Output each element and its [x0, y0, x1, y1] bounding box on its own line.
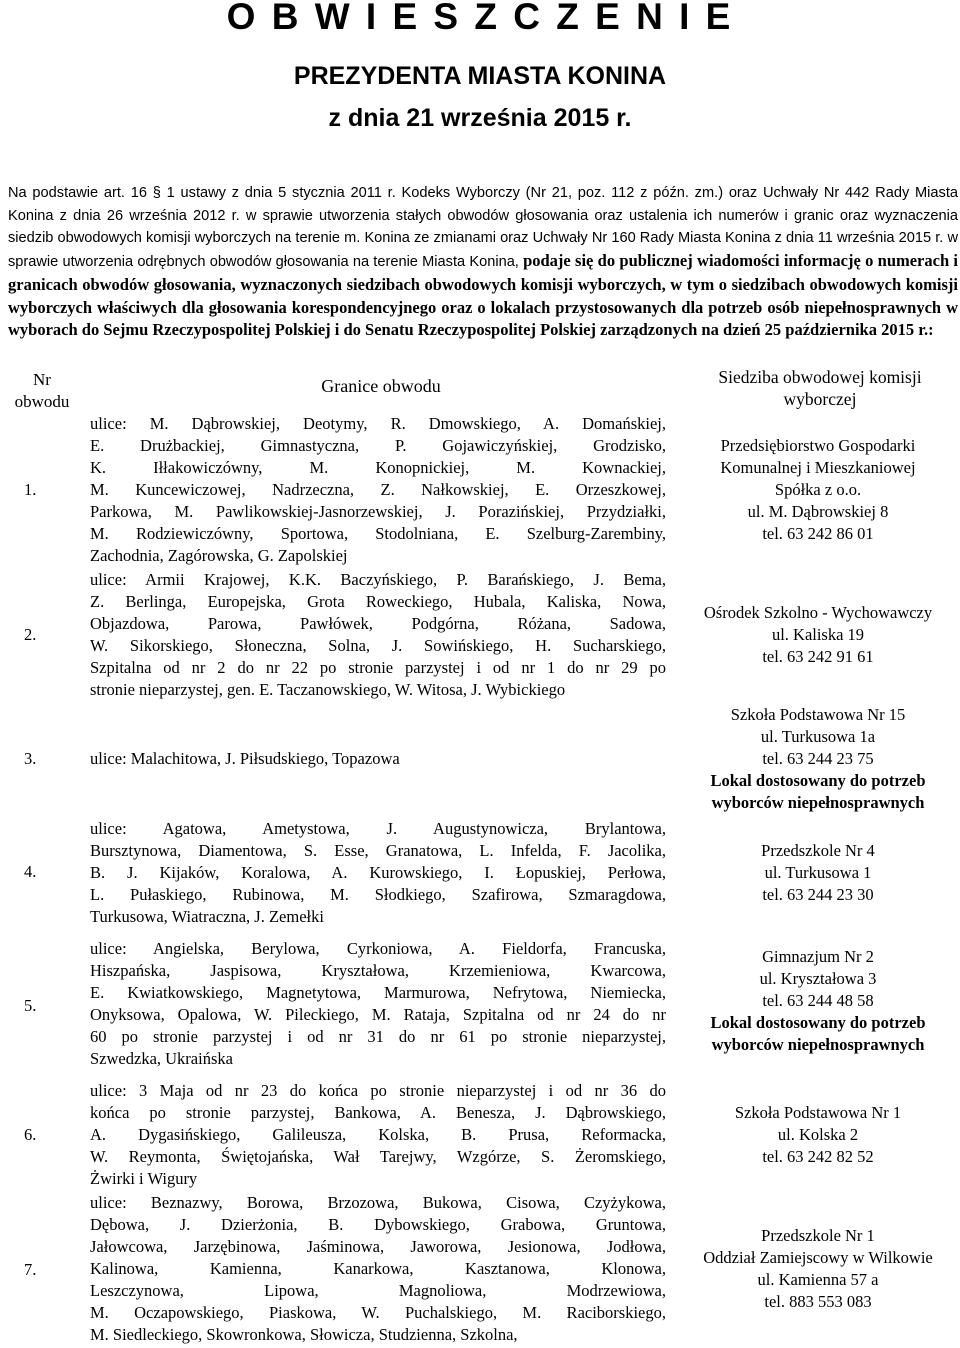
street-line: A. Dygasińskiego, Galileusza, Kolska, B. Prusa, Reformacka,	[90, 1125, 666, 1144]
polling-station-line: tel. 63 242 86 01	[762, 524, 874, 543]
document-title: O B W I E S Z C Z E N I E	[226, 0, 734, 37]
street-line: końca po stronie parzystej, Bankowa, A. Benesza, J. Dąbrowskiego,	[90, 1103, 666, 1122]
intro-plain-text: Na podstawie art. 16 § 1 ustawy z dnia 5 stycznia 2011 r. Kodeks Wyborczy (Nr 21, poz. 112 z późn. zm.) oraz Uchwały Nr 442 Rady Miasta Konina z dnia 26 września 2012 r. w sprawie utworzenia stałych obwodów głosowania oraz ustalenia ich numerów i granic oraz wyznaczenia siedzib obwodowych komisji wyborczych na terenie m. Konina ze zmianami oraz Uchwały Nr 160 Rady Miasta Konina z dnia 11 września 2015 r. w sprawie utworzenia odrębnych obwodów głosowania na terenie Miasta Konina,	[8, 185, 958, 271]
street-line: M. Oczapowskiego, Piaskowa, W. Puchalskiego, M. Raciborskiego,	[90, 1303, 666, 1322]
street-line: ulice: Angielska, Berylowa, Cyrkoniowa, A. Fieldorfa, Francuska,	[90, 939, 666, 958]
polling-station-line: tel. 63 242 82 52	[762, 1147, 874, 1166]
street-line: M. Siedleckiego, Skowronkowa, Słowicza, Studzienna, Szkolna,	[90, 1325, 518, 1344]
polling-station-line: ul. Kamienna 57 a	[757, 1270, 879, 1289]
polling-station-line: tel. 63 242 91 61	[762, 647, 874, 666]
street-line: Parkowa, M. Pawlikowskiej-Jasnorzewskiej, J. Porazińskiej, Przydziałki,	[90, 502, 666, 521]
street-line: ulice: Beznazwy, Borowa, Brzozowa, Bukowa, Cisowa, Czyżykowa,	[90, 1193, 666, 1212]
street-line: stronie nieparzystej, gen. E. Taczanowskiego, W. Witosa, J. Wybickiego	[90, 680, 566, 699]
polling-station-line: tel. 63 244 23 30	[762, 885, 874, 904]
street-line: Szwedzka, Ukraińska	[90, 1049, 233, 1068]
header-siedziba: Siedziba obwodowej komisji wyborczej	[718, 367, 922, 409]
street-line: E. Drużbackiej, Gimnastyczna, P. Gojawiczyńskiej, Grodzisko,	[90, 436, 666, 455]
polling-station-line: ul. Kolska 2	[777, 1125, 859, 1144]
street-line: ulice: 3 Maja od nr 23 do końca po stronie nieparzystej i od nr 36 do	[90, 1081, 666, 1100]
street-line: Bursztynowa, Diamentowa, S. Esse, Granatowa, L. Infelda, F. Jacolika,	[90, 841, 666, 860]
polling-station-line: Komunalnej i Mieszkaniowej	[720, 458, 916, 477]
polling-station-line: tel. 883 553 083	[764, 1292, 872, 1311]
street-line: L. Pułaskiego, Rubinowa, M. Słodkiego, Szafirowa, Szmaragdowa,	[90, 885, 666, 904]
district-streets	[90, 748, 666, 770]
district-number: 6.	[24, 1125, 37, 1144]
street-line: Leszczynowa, Lipowa, Magnoliowa, Modrzewiowa,	[90, 1281, 666, 1300]
header-granice: Granice obwodu	[321, 376, 441, 396]
polling-station-line: Spółka z o.o.	[774, 480, 862, 499]
header-nr: Nr obwodu	[14, 370, 70, 411]
street-line: Onyksowa, Opalowa, W. Pileckiego, M. Rataja, Szpitalna od nr 24 do nr	[90, 1005, 666, 1024]
street-line: ulice: Agatowa, Ametystowa, J. Augustynowicza, Brylantowa,	[90, 819, 666, 838]
street-line: Dębowa, J. Dzierżonia, B. Dybowskiego, Grabowa, Gruntowa,	[90, 1215, 666, 1234]
street-line: Hiszpańska, Jaspisowa, Kryształowa, Krzemieniowa, Kwarcowa,	[90, 961, 666, 980]
polling-station-line: Przedszkole Nr 1	[761, 1226, 875, 1245]
polling-station-line: ul. M. Dąbrowskiej 8	[747, 502, 889, 521]
district-streets	[90, 1192, 666, 1346]
street-line: Zachodnia, Zagórowska, G. Zapolskiej	[90, 546, 348, 565]
polling-station	[676, 1102, 960, 1168]
polling-station-line: tel. 63 244 48 58	[762, 991, 874, 1010]
street-line: M. Kuncewiczowej, Nadrzeczna, Z. Nałkowskiej, E. Orzeszkowej,	[90, 480, 666, 499]
district-number: 4.	[24, 862, 37, 881]
polling-station-line: Przedsiębiorstwo Gospodarki	[720, 436, 916, 455]
street-line: 60 po stronie parzystej i od nr 31 do nr 61 po stronie nieparzystej,	[90, 1027, 666, 1046]
street-line: E. Kwiatkowskiego, Magnetytowa, Marmurowa, Nefrytowa, Niemiecka,	[90, 983, 666, 1002]
street-line: Kalinowa, Kamienna, Kanarkowa, Kasztanowa, Klonowa,	[90, 1259, 666, 1278]
polling-station-line: ul. Turkusowa 1a	[760, 727, 876, 746]
document-subtitle: PREZYDENTA MIASTA KONINA	[293, 62, 667, 90]
street-line: Turkusowa, Wiatraczna, J. Zemełki	[90, 907, 324, 926]
district-number: 5.	[24, 996, 37, 1015]
street-line: Objazdowa, Parowa, Pawłówek, Podgórna, Różana, Sadowa,	[90, 614, 666, 633]
document-date: z dnia 21 września 2015 r.	[328, 104, 632, 132]
polling-station	[676, 840, 960, 906]
street-line: ulice: Armii Krajowej, K.K. Baczyńskiego, P. Barańskiego, J. Bema,	[90, 570, 666, 589]
polling-station	[676, 704, 960, 814]
polling-station-line: Szkoła Podstawowa Nr 15	[730, 705, 906, 724]
accessibility-note: wyborców niepełnosprawnych	[711, 793, 925, 812]
polling-station-line: Gimnazjum Nr 2	[762, 947, 874, 966]
street-line: M. Rodziewiczówny, Sportowa, Stodolniana, E. Szelburg-Zarembiny,	[90, 524, 666, 543]
polling-station-line: ul. Kaliska 19	[771, 625, 865, 644]
district-number: 7.	[24, 1260, 37, 1279]
district-streets	[90, 1080, 666, 1190]
street-line: Żwirki i Wigury	[90, 1169, 198, 1188]
street-line: W. Reymonta, Świętojańska, Wał Tarejwy, Wzgórze, S. Żeromskiego,	[90, 1147, 666, 1166]
polling-station-line: tel. 63 244 23 75	[762, 749, 874, 768]
district-number: 3.	[24, 749, 37, 768]
district-streets	[90, 818, 666, 928]
district-streets	[90, 569, 666, 701]
street-line: B. J. Kijaków, Koralowa, A. Kurowskiego, I. Łopuskiej, Perłowa,	[90, 863, 666, 882]
polling-station-line: Ośrodek Szkolno - Wychowawczy	[703, 603, 933, 622]
street-line: Szpitalna od nr 2 do nr 22 po stronie parzystej i od nr 1 do nr 29 po	[90, 658, 666, 677]
accessibility-note: Lokal dostosowany do potrzeb	[710, 1013, 926, 1032]
intro-bold-text: podaje się do publicznej wiadomości informację o numerach i granicach obwodów głosowania, wyznaczonych siedzibach obwodowych komisji wyborczych, w tym o siedzibach obwodowych komisji wyborczych właściwych dla głosowania korespondencyjnego oraz o lokalach przystosowanych dla potrzeb osób niepełnosprawnych w wyborach do Sejmu Rzeczypospolitej Polskiej i do Senatu Rzeczypospolitej Polskiej zarządzonych na dzień 25 października 2015 r.:	[8, 251, 959, 340]
street-line: W. Sikorskiego, Słoneczna, Solna, J. Sowińskiego, H. Sucharskiego,	[90, 636, 666, 655]
district-streets	[90, 938, 666, 1070]
district-number: 2.	[24, 625, 37, 644]
street-line: ulice: Malachitowa, J. Piłsudskiego, Topazowa	[90, 749, 400, 768]
polling-station-line: Szkoła Podstawowa Nr 1	[734, 1103, 902, 1122]
street-line: Jałowcowa, Jarzębinowa, Jaśminowa, Jaworowa, Jesionowa, Jodłowa,	[90, 1237, 666, 1256]
polling-station-line: ul. Turkusowa 1	[764, 863, 872, 882]
district-streets	[90, 413, 666, 567]
polling-station-line: Oddział Zamiejscowy w Wilkowie	[703, 1248, 933, 1267]
district-number: 1.	[24, 480, 37, 499]
polling-station	[676, 602, 960, 668]
polling-station	[676, 1225, 960, 1313]
polling-station	[676, 435, 960, 545]
street-line: K. Iłłakowiczówny, M. Konopnickiej, M. Kownackiej,	[90, 458, 666, 477]
street-line: ulice: M. Dąbrowskiej, Deotymy, R. Dmowskiego, A. Domańskiej,	[90, 414, 666, 433]
polling-station-line: Przedszkole Nr 4	[761, 841, 875, 860]
polling-station-line: ul. Kryształowa 3	[759, 969, 877, 988]
polling-station	[676, 946, 960, 1056]
accessibility-note: Lokal dostosowany do potrzeb	[710, 771, 926, 790]
street-line: Z. Berlinga, Europejska, Grota Roweckiego, Hubala, Kaliska, Nowa,	[90, 592, 666, 611]
accessibility-note: wyborców niepełnosprawnych	[711, 1035, 925, 1054]
